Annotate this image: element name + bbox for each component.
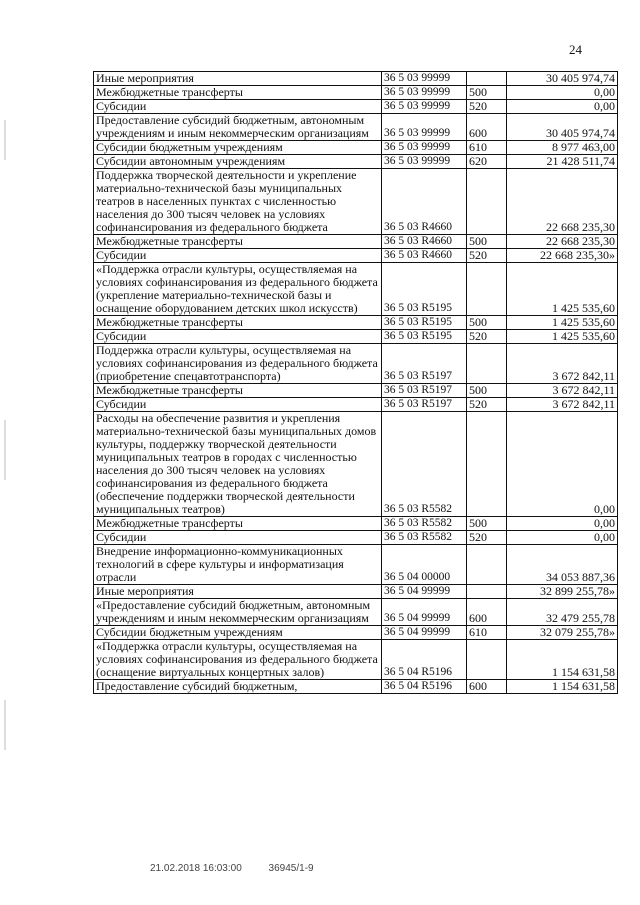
cell-name: Предоставление субсидий бюджетным, автономным учреждениям и иным некоммерческим организациям — [94, 114, 382, 141]
cell-name: Субсидии бюджетным учреждениям — [94, 141, 382, 155]
cell-type: 500 — [467, 235, 507, 249]
budget-table — [93, 71, 618, 694]
cell-code: 36 5 03 R4660 — [382, 169, 467, 235]
table-row — [94, 263, 618, 316]
cell-type: 520 — [467, 531, 507, 545]
cell-code: 36 5 04 R5196 — [382, 640, 467, 680]
cell-code: 36 5 03 R5195 — [382, 330, 467, 344]
table-row — [94, 640, 618, 680]
cell-type: 600 — [467, 599, 507, 626]
cell-name: Предоставление субсидий бюджетным, — [94, 680, 382, 694]
cell-amount: 32 899 255,78» — [507, 585, 618, 599]
scan-edge-mark — [4, 700, 6, 750]
cell-name: Межбюджетные трансферты — [94, 517, 382, 531]
cell-name: Поддержка отрасли культуры, осуществляемая на условиях софинансирования из федерального бюджета (приобретение спецавтотранспорта) — [94, 344, 382, 384]
cell-name: Субсидии — [94, 100, 382, 114]
cell-type: 520 — [467, 330, 507, 344]
table-row — [94, 344, 618, 384]
table-row — [94, 169, 618, 235]
table-row — [94, 398, 618, 412]
table-row — [94, 249, 618, 263]
footer-timestamp: 21.02.2018 16:03:00 — [150, 863, 242, 874]
cell-amount: 1 425 535,60 — [507, 263, 618, 316]
cell-code: 36 5 03 R5197 — [382, 384, 467, 398]
cell-amount: 22 668 235,30» — [507, 249, 618, 263]
cell-amount: 1 425 535,60 — [507, 330, 618, 344]
cell-name: «Поддержка отрасли культуры, осуществляемая на условиях софинансирования из федерального бюджета (укрепление материально-технической базы и оснащение оборудованием детских школ искусств) — [94, 263, 382, 316]
table-row — [94, 235, 618, 249]
cell-name: Межбюджетные трансферты — [94, 235, 382, 249]
cell-amount: 30 405 974,74 — [507, 114, 618, 141]
cell-code: 36 5 03 R5195 — [382, 316, 467, 330]
cell-type — [467, 169, 507, 235]
cell-type — [467, 545, 507, 585]
footer-doc-id: 36945/1-9 — [268, 863, 314, 874]
table-row — [94, 517, 618, 531]
cell-type: 500 — [467, 384, 507, 398]
cell-type: 600 — [467, 114, 507, 141]
cell-type: 500 — [467, 517, 507, 531]
cell-name: Субсидии — [94, 330, 382, 344]
cell-code: 36 5 03 R5582 — [382, 531, 467, 545]
cell-amount: 22 668 235,30 — [507, 235, 618, 249]
table-row — [94, 585, 618, 599]
cell-code: 36 5 04 99999 — [382, 599, 467, 626]
table-row — [94, 100, 618, 114]
cell-type — [467, 344, 507, 384]
table-row — [94, 599, 618, 626]
table-row — [94, 330, 618, 344]
table-row — [94, 316, 618, 330]
cell-name: Межбюджетные трансферты — [94, 86, 382, 100]
table-row — [94, 412, 618, 517]
table-row — [94, 680, 618, 694]
cell-amount: 3 672 842,11 — [507, 384, 618, 398]
cell-amount: 1 425 535,60 — [507, 316, 618, 330]
cell-code: 36 5 03 99999 — [382, 72, 467, 86]
table-row — [94, 114, 618, 141]
table-row — [94, 72, 618, 86]
cell-amount: 1 154 631,58 — [507, 640, 618, 680]
cell-name: Субсидии бюджетным учреждениям — [94, 626, 382, 640]
document-footer — [150, 863, 338, 874]
cell-type — [467, 263, 507, 316]
cell-type: 520 — [467, 100, 507, 114]
scan-edge-mark — [4, 420, 6, 480]
cell-code: 36 5 03 R5582 — [382, 412, 467, 517]
cell-amount: 0,00 — [507, 517, 618, 531]
table-row — [94, 626, 618, 640]
table-row — [94, 545, 618, 585]
cell-type: 500 — [467, 316, 507, 330]
cell-code: 36 5 03 R4660 — [382, 235, 467, 249]
cell-amount: 32 479 255,78 — [507, 599, 618, 626]
cell-type — [467, 412, 507, 517]
cell-amount: 0,00 — [507, 531, 618, 545]
cell-name: Иные мероприятия — [94, 585, 382, 599]
cell-code: 36 5 04 99999 — [382, 626, 467, 640]
cell-name: Субсидии — [94, 249, 382, 263]
cell-type: 610 — [467, 626, 507, 640]
cell-type: 520 — [467, 249, 507, 263]
cell-type: 500 — [467, 86, 507, 100]
cell-code: 36 5 03 R5582 — [382, 517, 467, 531]
table-row — [94, 531, 618, 545]
cell-name: Межбюджетные трансферты — [94, 384, 382, 398]
cell-code: 36 5 03 99999 — [382, 114, 467, 141]
cell-code: 36 5 03 R5197 — [382, 398, 467, 412]
cell-name: Субсидии — [94, 398, 382, 412]
cell-type: 620 — [467, 155, 507, 169]
cell-amount: 34 053 887,36 — [507, 545, 618, 585]
cell-type — [467, 640, 507, 680]
scan-edge-mark — [4, 120, 6, 160]
cell-code: 36 5 03 99999 — [382, 155, 467, 169]
cell-name: Субсидии — [94, 531, 382, 545]
cell-code: 36 5 04 R5196 — [382, 680, 467, 694]
cell-code: 36 5 04 00000 — [382, 545, 467, 585]
cell-type — [467, 72, 507, 86]
cell-amount: 0,00 — [507, 86, 618, 100]
cell-type: 610 — [467, 141, 507, 155]
cell-amount: 32 079 255,78» — [507, 626, 618, 640]
cell-type — [467, 585, 507, 599]
cell-amount: 30 405 974,74 — [507, 72, 618, 86]
cell-code: 36 5 03 99999 — [382, 141, 467, 155]
cell-code: 36 5 03 R5197 — [382, 344, 467, 384]
cell-code: 36 5 03 R4660 — [382, 249, 467, 263]
cell-type: 520 — [467, 398, 507, 412]
table-row — [94, 141, 618, 155]
cell-amount: 8 977 463,00 — [507, 141, 618, 155]
table-row — [94, 86, 618, 100]
budget-table-body — [94, 72, 618, 694]
cell-name: Субсидии автономным учреждениям — [94, 155, 382, 169]
cell-code: 36 5 03 99999 — [382, 100, 467, 114]
cell-name: Внедрение информационно-коммуникационных технологий в сфере культуры и информатизация отрасли — [94, 545, 382, 585]
table-row — [94, 155, 618, 169]
cell-name: Иные мероприятия — [94, 72, 382, 86]
cell-name: «Поддержка отрасли культуры, осуществляемая на условиях софинансирования из федерального бюджета (оснащение виртуальных концертных залов) — [94, 640, 382, 680]
cell-code: 36 5 04 99999 — [382, 585, 467, 599]
cell-amount: 22 668 235,30 — [507, 169, 618, 235]
cell-name: Межбюджетные трансферты — [94, 316, 382, 330]
cell-code: 36 5 03 R5195 — [382, 263, 467, 316]
page-number: 24 — [569, 42, 582, 57]
cell-amount: 1 154 631,58 — [507, 680, 618, 694]
cell-amount: 3 672 842,11 — [507, 344, 618, 384]
cell-name: Расходы на обеспечение развития и укрепления материально-технической базы муниципальных домов культуры, поддержку творческой деятельности муниципальных театров в городах с численностью населения до 300 тысяч человек на условиях софинансирования из федерального бюджета (обеспечение поддержки творческой деятельности муниципальных театров) — [94, 412, 382, 517]
cell-name: «Предоставление субсидий бюджетным, автономным учреждениям и иным некоммерческим организациям — [94, 599, 382, 626]
table-row — [94, 384, 618, 398]
cell-amount: 21 428 511,74 — [507, 155, 618, 169]
cell-code: 36 5 03 99999 — [382, 86, 467, 100]
cell-type: 600 — [467, 680, 507, 694]
cell-amount: 0,00 — [507, 100, 618, 114]
cell-amount: 3 672 842,11 — [507, 398, 618, 412]
cell-name: Поддержка творческой деятельности и укрепление материально-технической базы муниципальных театров в населенных пунктах с численностью населения до 300 тысяч человек на условиях софинансирования из федерального бюджета — [94, 169, 382, 235]
cell-amount: 0,00 — [507, 412, 618, 517]
